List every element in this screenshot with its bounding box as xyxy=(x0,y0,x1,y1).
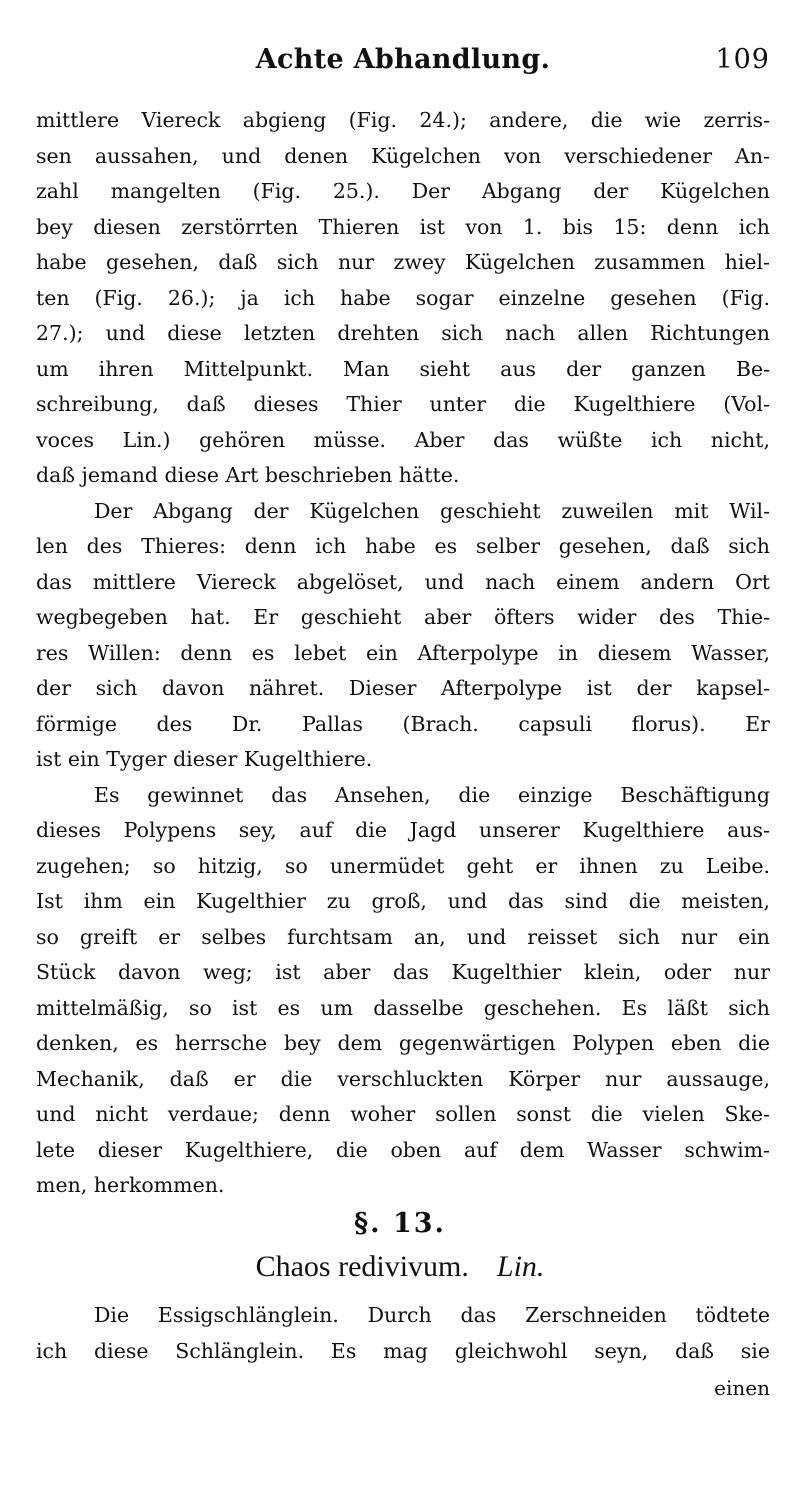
text-line: res Willen: denn es lebet ein Afterpolype in diesem Wasser, xyxy=(36,640,770,665)
text-line: men, herkommen. xyxy=(36,1173,225,1197)
text-line: denken, es herrsche bey dem gegenwärtigen Polypen eben die xyxy=(36,1031,770,1055)
text-line: und nicht verdaue; denn woher sollen sonst die vielen Ske- xyxy=(36,1102,770,1126)
text-line: wegbegeben hat. Er geschieht aber öfters wider des Thie- xyxy=(36,605,770,629)
text-line: mittelmäßig, so ist es um dasselbe geschehen. Es läßt sich xyxy=(36,995,770,1020)
text-line: ist ein Tyger dieser Kugelthiere. xyxy=(36,747,373,771)
text-line: bey diesen zerstörrten Thieren ist von 1. bis 15: denn ich xyxy=(36,214,770,239)
paragraph xyxy=(36,494,770,778)
text-line: ich diese Schlänglein. Es mag gleichwohl seyn, daß sie xyxy=(36,1338,770,1363)
page-number: 109 xyxy=(715,44,770,75)
section-authority: Lin. xyxy=(496,1250,545,1283)
paragraph xyxy=(36,103,770,494)
text-line: voces Lin.) gehören müsse. Aber das wüßte ich nicht, xyxy=(36,427,770,452)
text-line: ten (Fig. 26.); ja ich habe sogar einzelne gesehen (Fig. xyxy=(36,285,770,310)
running-title: Achte Abhandlung. xyxy=(255,44,551,75)
text-line: mittlere Viereck abgieng (Fig. 24.); andere, die wie zerris- xyxy=(36,108,770,132)
text-line: len des Thieres: denn ich habe es selber gesehen, daß sich xyxy=(36,534,770,558)
text-line: zahl mangelten (Fig. 25.). Der Abgang der Kügelchen xyxy=(36,179,770,203)
text-line: das mittlere Viereck abgelöset, und nach einem andern Ort xyxy=(36,569,770,594)
text-line: sen aussahen, und denen Kügelchen von verschiedener An- xyxy=(36,143,770,168)
section-heading xyxy=(0,1250,800,1284)
text-line: um ihren Mittelpunkt. Man sieht aus der ganzen Be- xyxy=(36,356,770,381)
section-number: §. 13. xyxy=(354,1208,446,1239)
text-line: Ist ihm ein Kugelthier zu groß, und das sind die meisten, xyxy=(36,889,770,913)
page-header xyxy=(36,44,770,84)
text-line: förmige des Dr. Pallas (Brach. capsuli florus). Er xyxy=(36,711,770,736)
text-line: der sich davon nähret. Dieser Afterpolype ist der kapsel- xyxy=(36,676,770,700)
text-line: zugehen; so hitzig, so unermüdet geht er ihnen zu Leibe. xyxy=(36,853,770,878)
text-line: Es gewinnet das Ansehen, die einzige Beschäftigung xyxy=(94,782,770,807)
body-text xyxy=(36,103,770,1204)
final-paragraph xyxy=(36,1298,770,1369)
text-line: Mechanik, daß er die verschluckten Körper nur aussauge, xyxy=(36,1066,770,1091)
text-line: 27.); und diese letzten drehten sich nach allen Richtungen xyxy=(36,321,770,345)
catchword: einen xyxy=(714,1376,770,1400)
text-line: Die Essigschlänglein. Durch das Zerschneiden tödtete xyxy=(94,1303,770,1327)
text-line: lete dieser Kugelthiere, die oben auf dem Wasser schwim- xyxy=(36,1137,770,1162)
text-line: so greift er selbes furchtsam an, und reisset sich nur ein xyxy=(36,924,770,949)
section-title: Chaos redivivum. xyxy=(255,1250,469,1283)
paragraph xyxy=(36,778,770,1204)
text-line: habe gesehen, daß sich nur zwey Kügelchen zusammen hiel- xyxy=(36,250,770,274)
text-line: daß jemand diese Art beschrieben hätte. xyxy=(36,463,460,487)
text-line: Der Abgang der Kügelchen geschieht zuweilen mit Wil- xyxy=(94,498,770,523)
text-line: Stück davon weg; ist aber das Kugelthier klein, oder nur xyxy=(36,960,770,984)
text-line: dieses Polypens sey, auf die Jagd unserer Kugelthiere aus- xyxy=(36,818,770,842)
text-line: schreibung, daß dieses Thier unter die Kugelthiere (Vol- xyxy=(36,392,770,416)
